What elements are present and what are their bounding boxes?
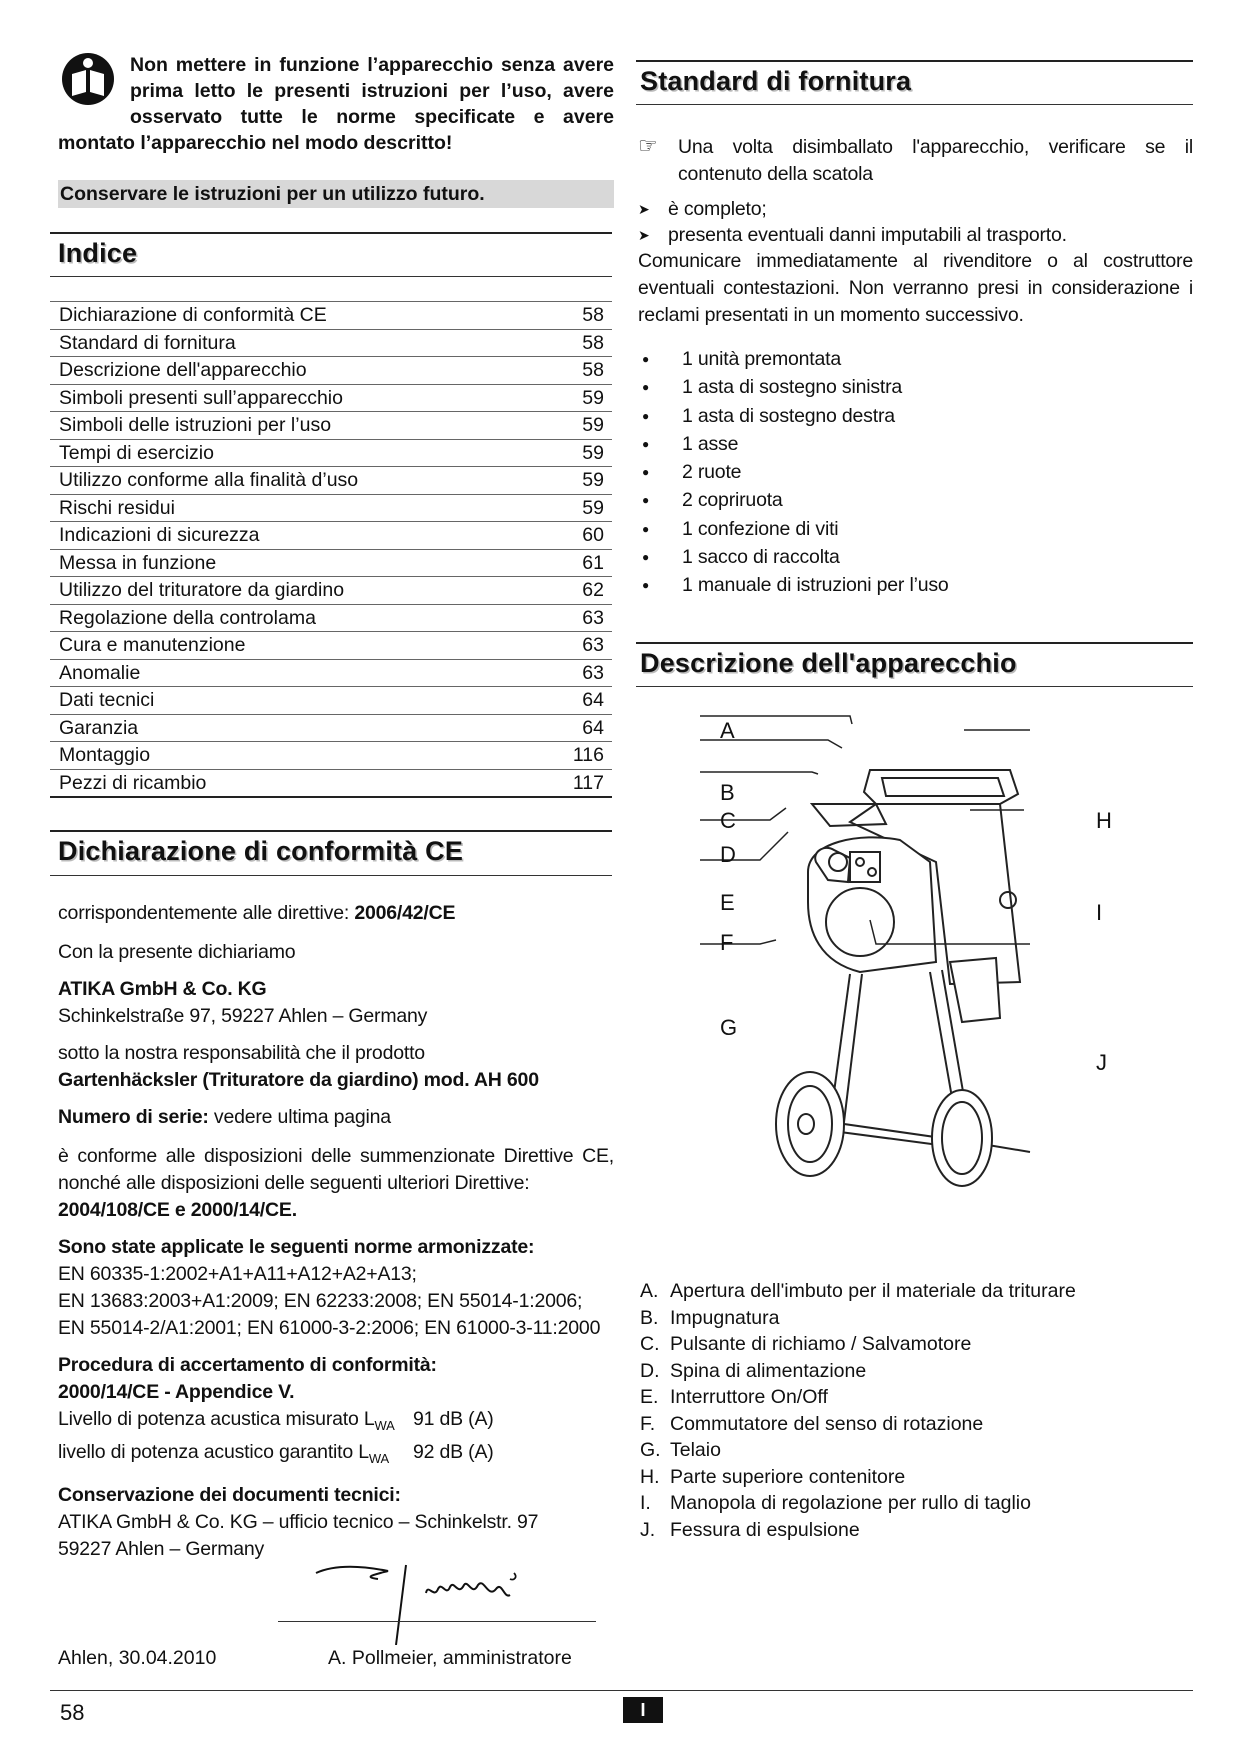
toc-row <box>50 385 612 413</box>
toc-label: Messa in funzione <box>59 551 217 574</box>
docs-title: Conservazione dei documenti tecnici: <box>58 1483 401 1506</box>
legend-row <box>640 1437 1195 1464</box>
legend-key: C. <box>640 1333 660 1355</box>
sound-measured-row <box>58 1406 614 1439</box>
toc-page: 116 <box>572 744 604 766</box>
divider <box>50 232 612 234</box>
directive-prefix: corrispondentemente alle direttive: <box>58 902 355 924</box>
toc-page: 59 <box>582 441 604 464</box>
declaration-body <box>58 900 614 1563</box>
legend-text: Pulsante di richiamo / Salvamotore <box>670 1333 972 1355</box>
divider <box>636 642 1193 644</box>
toc-row <box>50 687 612 715</box>
company-name: ATIKA GmbH & Co. KG <box>58 978 267 1000</box>
toc-page: 61 <box>582 551 604 574</box>
product-name: Gartenhäcksler (Trituratore da giardino) mod. AH 600 <box>58 1069 539 1091</box>
directive: 2006/42/CE <box>354 902 456 924</box>
bullet-icon: ● <box>642 521 650 536</box>
list-item <box>638 543 1193 571</box>
toc-row <box>50 715 612 743</box>
footer-rule <box>50 1690 1193 1691</box>
diagram-label: A <box>720 718 735 743</box>
divider <box>50 830 612 832</box>
legend-row <box>640 1384 1195 1411</box>
legend-text: Telaio <box>670 1439 721 1461</box>
sound-guaranteed-label: livello di potenza acustico garantito L <box>58 1440 369 1463</box>
bullet-icon: ● <box>642 550 650 565</box>
read-manual-icon <box>58 52 120 106</box>
toc-label: Anomalie <box>59 661 141 684</box>
toc-label: Dichiarazione di conformità CE <box>59 304 327 326</box>
sound-sub: WA <box>374 1417 395 1433</box>
bullet-icon: ● <box>642 493 650 508</box>
legend-key: E. <box>640 1386 659 1408</box>
toc-page: 117 <box>572 771 604 794</box>
legend-row <box>640 1358 1195 1385</box>
legend-text: Spina di alimentazione <box>670 1359 867 1382</box>
norms-title: Sono state applicate le seguenti norme armonizzate: <box>58 1236 535 1258</box>
legend-key: H. <box>640 1465 660 1488</box>
legend-text: Parte superiore contenitore <box>670 1465 906 1488</box>
sound-guaranteed-value: 92 dB (A) <box>413 1440 494 1463</box>
legend-key: A. <box>640 1280 659 1302</box>
toc-row <box>50 522 612 550</box>
diagram-label: G <box>720 1015 738 1040</box>
conform-text: è conforme alle disposizioni delle summenzionate Direttive CE, nonché alle disposizioni delle seguenti ulteriori Direttive: <box>58 1145 614 1194</box>
legend-text: Fessura di espulsione <box>670 1518 860 1541</box>
procedure-title: Procedura di accertamento di conformità: <box>58 1354 437 1376</box>
toc-row <box>50 357 612 385</box>
bullet-icon: ● <box>642 465 650 480</box>
legend-row <box>640 1278 1195 1305</box>
toc-page: 59 <box>582 386 604 409</box>
toc-page: 63 <box>582 634 604 656</box>
list-item <box>638 373 1193 401</box>
list-item-text: 1 sacco di raccolta <box>682 546 840 569</box>
legend-key: G. <box>640 1439 661 1461</box>
list-item-text: 2 copriruota <box>682 489 783 512</box>
list-item <box>638 430 1193 458</box>
list-item-text: 2 ruote <box>682 461 742 484</box>
supply-checks <box>638 196 1193 248</box>
list-item-text: 1 confezione di viti <box>682 517 839 540</box>
diagram-label: C <box>720 808 736 833</box>
toc-row <box>50 467 612 495</box>
norms-line: EN 60335-1:2002+A1+A11+A12+A2+A13; <box>58 1263 417 1285</box>
page-number: 58 <box>60 1700 85 1725</box>
legend-row <box>640 1490 1195 1517</box>
supply-notice: Comunicare immediatamente al rivenditore o al costruttore eventuali contestazioni. Non verranno presi in considerazione i reclami presentati in un momento successivo. <box>638 250 1193 326</box>
supply-intro <box>638 134 1193 188</box>
toc-label: Rischi residui <box>59 496 175 519</box>
docs-line: ATIKA GmbH & Co. KG – ufficio tecnico – Schinkelstr. 97 <box>58 1510 539 1533</box>
sound-guaranteed-row <box>58 1439 614 1472</box>
toc-row <box>50 440 612 468</box>
legend-text: Manopola di regolazione per rullo di taglio <box>670 1492 1031 1514</box>
signature <box>278 1555 598 1645</box>
supply-check <box>638 222 1193 248</box>
declaration-date: Ahlen, 30.04.2010 <box>58 1647 217 1669</box>
table-of-contents <box>50 301 612 798</box>
legend-key: I. <box>640 1492 651 1514</box>
toc-row <box>50 412 612 440</box>
toc-label: Pezzi di ricambio <box>59 771 207 794</box>
supply-title: Standard di fornitura <box>640 66 912 96</box>
bullet-icon: ● <box>642 352 650 366</box>
toc-page: 59 <box>582 469 604 491</box>
list-item-text: 1 asta di sostegno sinistra <box>682 376 903 399</box>
further-directives: 2004/108/CE e 2000/14/CE. <box>58 1199 297 1221</box>
pointing-hand-icon: ☞ <box>638 133 658 158</box>
docs-line: 59227 Ahlen – Germany <box>58 1537 265 1560</box>
toc-page: 62 <box>582 579 604 601</box>
supply-check-text: presenta eventuali danni imputabili al trasporto. <box>668 224 1067 246</box>
diagram-label: J <box>1096 1050 1107 1075</box>
toc-label: Regolazione della controlama <box>59 606 316 629</box>
list-item <box>638 458 1193 486</box>
signer-name: A. Pollmeier, amministratore <box>328 1647 572 1669</box>
legend-key: F. <box>640 1412 656 1435</box>
divider <box>636 686 1193 687</box>
toc-page: 58 <box>582 304 604 326</box>
toc-page: 60 <box>582 524 604 546</box>
list-item <box>638 402 1193 430</box>
legend-text: Commutatore del senso di rotazione <box>670 1412 984 1435</box>
list-item <box>638 515 1193 543</box>
legend-key: B. <box>640 1306 659 1329</box>
toc-label: Simboli presenti sull’apparecchio <box>59 386 343 409</box>
procedure-value: 2000/14/CE - Appendice V. <box>58 1381 295 1403</box>
bullet-icon: ● <box>642 408 650 423</box>
divider <box>636 104 1193 105</box>
responsibility-text: sotto la nostra responsabilità che il prodotto <box>58 1042 425 1064</box>
company-address: Schinkelstraße 97, 59227 Ahlen – Germany <box>58 1005 428 1027</box>
toc-label: Garanzia <box>59 716 139 739</box>
legend-row <box>640 1464 1195 1491</box>
toc-label: Utilizzo del trituratore da giardino <box>59 579 345 601</box>
diagram-label: E <box>720 890 735 915</box>
arrow-icon: ➤ <box>638 227 650 243</box>
diagram-label: I <box>1096 900 1103 925</box>
language-badge: I <box>623 1697 663 1723</box>
toc-row <box>50 742 612 770</box>
arrow-icon: ➤ <box>638 201 650 217</box>
diagram-label: B <box>720 780 735 805</box>
toc-label: Tempi di esercizio <box>59 441 214 464</box>
legend-key: J. <box>640 1518 656 1541</box>
toc-label: Indicazioni di sicurezza <box>59 524 260 546</box>
toc-page: 58 <box>582 359 604 381</box>
supply-check <box>638 196 1193 222</box>
toc-row <box>50 770 612 799</box>
list-item-text: 1 manuale di istruzioni per l’uso <box>682 574 949 597</box>
toc-label: Cura e manutenzione <box>59 634 246 656</box>
toc-row <box>50 605 612 633</box>
bullet-icon: ● <box>642 578 650 593</box>
declare-text: Con la presente dichiariamo <box>58 941 296 963</box>
toc-page: 59 <box>582 414 604 436</box>
description-title: Descrizione dell'apparecchio <box>640 648 1017 678</box>
declaration-title: Dichiarazione di conformità CE <box>58 836 464 866</box>
toc-label: Descrizione dell'apparecchio <box>59 359 307 381</box>
divider <box>636 60 1193 62</box>
list-item <box>638 486 1193 514</box>
toc-label: Utilizzo conforme alla finalità d’uso <box>59 469 359 491</box>
warning-text: Non mettere in funzione l’apparecchio senza avere prima letto le presenti istruzioni per l’uso, avere osservato tutte le norme specificate e avere montato l’apparecchio nel modo descritto! <box>58 54 614 154</box>
diagram-label: D <box>720 842 736 867</box>
legend-row <box>640 1517 1195 1544</box>
supply-items-list <box>638 345 1193 600</box>
toc-page: 64 <box>582 716 604 739</box>
toc-label: Dati tecnici <box>59 689 155 711</box>
diagram-legend <box>640 1278 1195 1543</box>
toc-row <box>50 495 612 523</box>
signature-line <box>278 1621 596 1622</box>
legend-text: Interruttore On/Off <box>670 1386 828 1408</box>
toc-row <box>50 577 612 605</box>
safety-warning <box>58 52 614 156</box>
legend-text: Impugnatura <box>670 1306 780 1329</box>
legend-row <box>640 1331 1195 1358</box>
list-item-text: 1 asta di sostegno destra <box>682 404 895 427</box>
shredder-diagram <box>700 712 1120 1212</box>
legend-key: D. <box>640 1359 660 1382</box>
index-title: Indice <box>58 238 138 268</box>
divider <box>50 276 612 277</box>
bullet-icon: ● <box>642 436 650 451</box>
supply-check-text: è completo; <box>668 198 767 220</box>
list-item <box>638 345 1193 373</box>
toc-row <box>50 301 612 330</box>
divider <box>50 875 612 876</box>
toc-page: 63 <box>582 606 604 629</box>
diagram-label: F <box>720 930 734 955</box>
toc-page: 63 <box>582 661 604 684</box>
toc-label: Standard di fornitura <box>59 331 236 354</box>
toc-page: 58 <box>582 331 604 354</box>
toc-page: 64 <box>582 689 604 711</box>
sound-measured-label: Livello di potenza acustica misurato L <box>58 1408 375 1430</box>
toc-row <box>50 330 612 358</box>
sound-measured-value: 91 dB (A) <box>413 1408 494 1430</box>
serial-value: vedere ultima pagina <box>208 1106 391 1128</box>
legend-row <box>640 1411 1195 1438</box>
supply-intro-text: Una volta disimballato l'apparecchio, verificare se il contenuto della scatola <box>678 136 1193 185</box>
supply-section <box>638 134 1193 600</box>
list-item <box>638 571 1193 599</box>
norms-line: EN 55014-2/A1:2001; EN 61000-3-2:2006; EN 61000-3-11:2000 <box>58 1317 601 1339</box>
sound-sub: WA <box>368 1450 389 1466</box>
toc-label: Montaggio <box>59 744 151 766</box>
serial-label: Numero di serie: <box>58 1106 209 1128</box>
toc-row <box>50 550 612 578</box>
legend-row <box>640 1305 1195 1332</box>
bullet-icon: ● <box>642 380 650 395</box>
list-item-text: 1 unità premontata <box>682 348 842 370</box>
list-item-text: 1 asse <box>682 432 739 455</box>
diagram-label: H <box>1096 808 1112 833</box>
legend-text: Apertura dell'imbuto per il materiale da triturare <box>670 1280 1076 1302</box>
keep-instructions-note: Conservare le istruzioni per un utilizzo futuro. <box>58 180 614 208</box>
toc-page: 59 <box>582 496 604 519</box>
toc-row <box>50 660 612 688</box>
toc-label: Simboli delle istruzioni per l’uso <box>59 414 332 436</box>
toc-row <box>50 632 612 660</box>
norms-line: EN 13683:2003+A1:2009; EN 62233:2008; EN 55014-1:2006; <box>58 1290 583 1312</box>
